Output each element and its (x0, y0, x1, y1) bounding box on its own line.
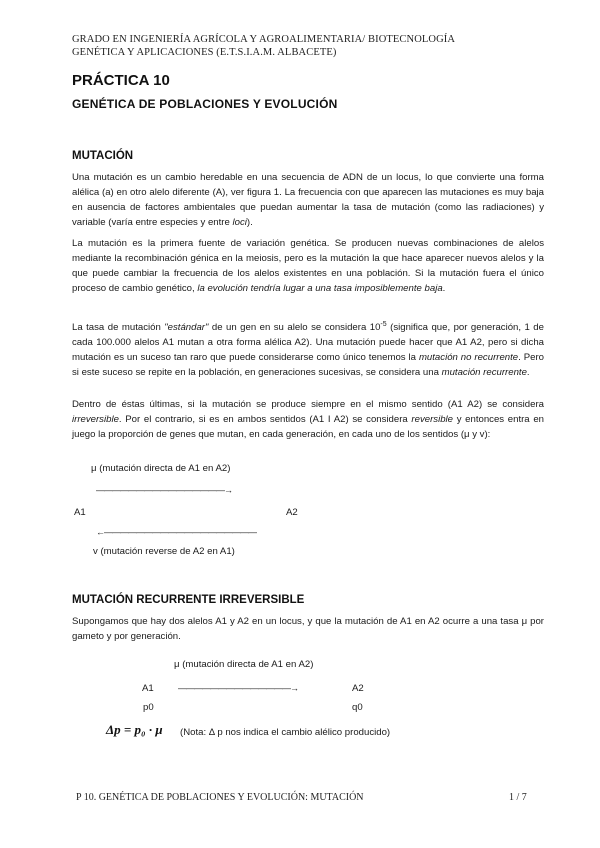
paragraph-italic: mutación recurrente (441, 367, 527, 379)
p0-label: p0 (143, 702, 154, 713)
exponent: -5 (380, 321, 387, 328)
page-number: 1 / 7 (509, 792, 527, 803)
paragraph-variation (72, 236, 544, 296)
paragraph-mutation-rate (72, 317, 544, 380)
paragraph-assumption (72, 614, 544, 644)
paragraph-italic: loci (232, 217, 247, 228)
forward-arrow: ————————————————→ (96, 485, 232, 495)
formula: Δp = p₀ · μ (106, 722, 163, 737)
paragraph-italic: mutación no recurrente (418, 352, 519, 364)
paragraph-text: . (526, 367, 530, 379)
allele-a2-2: A2 (352, 683, 364, 694)
paragraph-italic: la evolución tendría lugar a una tasa imposiblemente baja (197, 283, 443, 294)
mu-label-2: μ (mutación directa de A1 en A2) (174, 659, 314, 670)
paragraph-text: . Por el contrario, si es en ambos sentidos (A1 I A2) se considera (118, 414, 412, 425)
paragraph-text: ). (246, 217, 253, 228)
paragraph-definition (72, 170, 544, 230)
section-heading-irreversible: MUTACIÓN RECURRENTE IRREVERSIBLE (72, 594, 305, 606)
paragraph-text: y entonces entra en juego la proporción de genes que mutan, en cada generación, en cada uno de los sentidos (μ y v): (72, 414, 544, 440)
section-heading-mutacion: MUTACIÓN (72, 150, 134, 162)
practice-title: PRÁCTICA 10 (72, 72, 170, 89)
reverse-arrow: ←——————————————————— (96, 527, 256, 537)
footer-title: P 10. GENÉTICA DE POBLACIONES Y EVOLUCIÓN: MUTACIÓN (76, 792, 364, 803)
paragraph-italic: reversible (411, 414, 454, 425)
allele-a2: A2 (286, 507, 298, 518)
paragraph-text: . Pero si este suceso se repite en la población, en generaciones sucesivas, se considera una (72, 352, 545, 379)
practice-subtitle: GENÉTICA DE POBLACIONES Y EVOLUCIÓN (72, 97, 338, 111)
paragraph-italic: irreversible (72, 414, 119, 425)
paragraph-text: La tasa de mutación (72, 322, 165, 334)
header-line-2: GENÉTICA Y APLICACIONES (E.T.S.I.A.M. ALBACETE) (72, 47, 337, 58)
paragraph-text: . (442, 283, 446, 294)
paragraph-text: La mutación es la primera fuente de variación genética. Se producen nuevas combinaciones de alelos mediante la recombinación génica en la meiosis, pero es la mutación la que hace aparecer nuevos alelos y la que puede cambiar la frecuencia de los alelos existentes en una población. Si la mutación fuera el único proceso de cambio genético, (72, 238, 544, 294)
paragraph-text: Dentro de éstas últimas, si la mutación se produce siempre en el mismo sentido (A1 A2) se considera (72, 399, 544, 410)
header-line-1: GRADO EN INGENIERÍA AGRÍCOLA Y AGROALIMENTARIA/ BIOTECNOLOGÍA (72, 34, 456, 45)
paragraph-text: (significa que, por generación, 1 de cada 100.000 alelos A1 mutan a otra forma alélica A2). Una mutación puede hacer que A1 A2, pero si dicha mutación es un suceso tan raro que puede considerarse como único tenemos la (72, 322, 544, 364)
forward-arrow-2: ——————————————→ (178, 683, 298, 693)
formula-note: (Nota: Δ p nos indica el cambio alélico producido) (180, 727, 391, 738)
mu-label: μ (mutación directa de A1 en A2) (91, 463, 231, 474)
paragraph-text: de un gen en su alelo se considera 10 (208, 322, 381, 334)
paragraph-text: Supongamos que hay dos alelos A1 y A2 en un locus, y que la mutación de A1 en A2 ocurre a una tasa μ por gameto y por generación. (72, 616, 544, 642)
paragraph-text: Una mutación es un cambio heredable en una secuencia de ADN de un locus, lo que convierte una forma alélica (a) en otro alelo diferente (A), ver figura 1. La frecuencia con que aparecen las mutaciones es muy baja en ausencia de factores ambientales que puedan aumentar la tasa de mutación (como las radiaciones) y variable (varía entre especies y entre (72, 172, 544, 228)
q0-label: q0 (352, 702, 363, 713)
allele-a1: A1 (74, 507, 86, 518)
allele-a1-2: A1 (142, 683, 154, 694)
paragraph-italic: "estándar" (164, 322, 209, 334)
v-label: v (mutación reverse de A2 en A1) (93, 546, 235, 557)
paragraph-reversibility (72, 397, 544, 442)
